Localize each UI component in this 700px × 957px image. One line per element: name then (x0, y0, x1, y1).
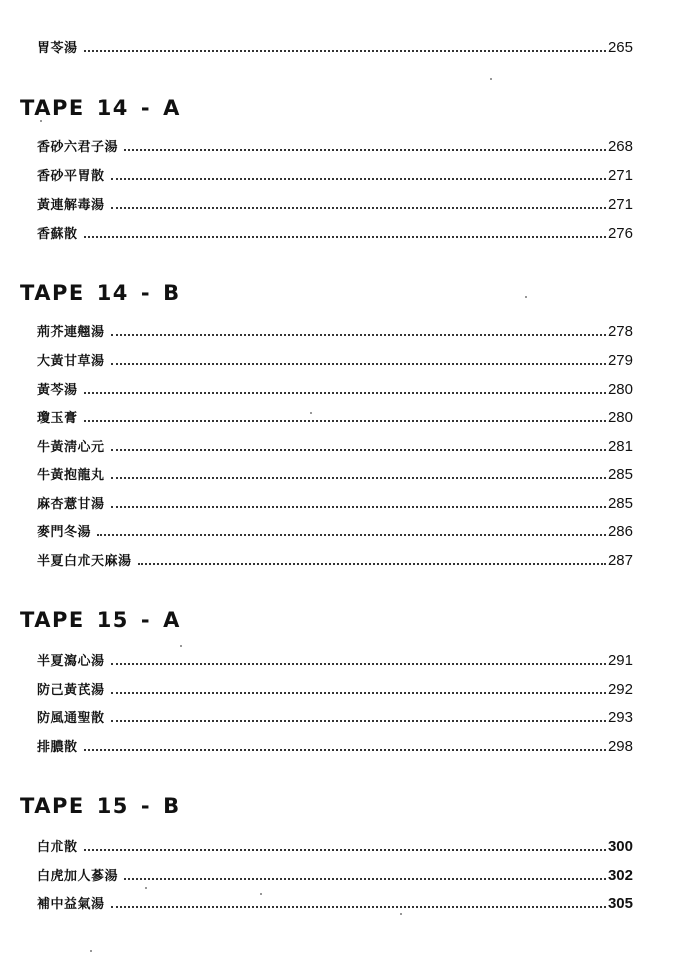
scan-speck (40, 120, 42, 122)
heading-word: TAPE (20, 96, 85, 120)
entry-page: 298 (607, 738, 633, 755)
heading-word: TAPE (20, 281, 85, 305)
dot-leader (111, 663, 606, 665)
scan-speck (260, 893, 262, 895)
toc-entry (37, 376, 633, 398)
entry-title: 大黃甘草湯 (37, 354, 105, 369)
entry-page: 292 (607, 681, 633, 698)
entry-page: 285 (607, 495, 633, 512)
entry-title: 白朮散 (37, 840, 78, 855)
entry-title: 黃連解毒湯 (37, 198, 105, 213)
heading-word: TAPE (20, 794, 85, 818)
scan-speck (90, 950, 92, 952)
entry-title: 半夏瀉心湯 (37, 654, 105, 669)
dot-leader (111, 207, 606, 209)
entry-title: 香蘇散 (37, 227, 78, 242)
toc-entry (37, 191, 633, 213)
entry-title: 黃芩湯 (37, 383, 78, 398)
scan-speck (145, 887, 147, 889)
scan-speck (400, 913, 402, 915)
entry-title: 白虎加人蔘湯 (37, 869, 119, 884)
toc-entry (37, 404, 633, 426)
dot-leader (111, 477, 606, 479)
entry-page: 276 (607, 225, 633, 242)
toc-entry (37, 704, 633, 726)
entry-title: 香砂六君子湯 (37, 140, 119, 155)
toc-entry (37, 518, 633, 540)
entry-page: 305 (607, 895, 633, 912)
toc-entry (37, 133, 633, 155)
heading-dash: - (140, 281, 152, 305)
dot-leader (111, 906, 606, 908)
entry-title: 香砂平胃散 (37, 169, 105, 184)
entry-page: 268 (607, 138, 633, 155)
toc-entry (37, 890, 633, 912)
entry-page: 271 (607, 196, 633, 213)
entry-page: 271 (607, 167, 633, 184)
heading-side: A (163, 608, 181, 632)
entry-page: 265 (607, 39, 633, 56)
entry-title: 排膿散 (37, 740, 78, 755)
entry-title: 麥門冬湯 (37, 525, 92, 540)
dot-leader (84, 420, 606, 422)
dot-leader (84, 236, 606, 238)
entry-page: 280 (607, 381, 633, 398)
dot-leader (124, 878, 606, 880)
dot-leader (124, 149, 606, 151)
dot-leader (111, 449, 606, 451)
entry-title: 荊芥連翹湯 (37, 325, 105, 340)
dot-leader (84, 749, 606, 751)
toc-entry (37, 318, 633, 340)
entry-title: 防己黃芪湯 (37, 683, 105, 698)
entry-page: 286 (607, 523, 633, 540)
dot-leader (111, 692, 606, 694)
toc-entry (37, 34, 633, 56)
heading-dash: - (140, 794, 152, 818)
entry-page: 293 (607, 709, 633, 726)
entry-title: 防風通聖散 (37, 711, 105, 726)
heading-dash: - (140, 608, 152, 632)
heading-number: 14 (96, 281, 129, 305)
scan-speck (310, 412, 312, 414)
toc-entry (37, 162, 633, 184)
toc-entry (37, 433, 633, 455)
toc-entry (37, 833, 633, 855)
scan-speck (525, 296, 527, 298)
dot-leader (111, 334, 606, 336)
dot-leader (111, 178, 606, 180)
dot-leader (84, 392, 606, 394)
toc-entry (37, 676, 633, 698)
toc-entry (37, 647, 633, 669)
heading-number: 14 (96, 96, 129, 120)
section-heading (20, 794, 193, 818)
toc-entry (37, 490, 633, 512)
dot-leader (138, 563, 606, 565)
heading-side: A (163, 96, 181, 120)
toc-entry (37, 862, 633, 884)
entry-title: 瓊玉膏 (37, 411, 78, 426)
entry-page: 278 (607, 323, 633, 340)
entry-page: 280 (607, 409, 633, 426)
dot-leader (84, 50, 606, 52)
toc-entry (37, 547, 633, 569)
entry-title: 補中益氣湯 (37, 897, 105, 912)
toc-entry (37, 220, 633, 242)
entry-title: 胃苓湯 (37, 41, 78, 56)
entry-page: 302 (607, 867, 633, 884)
heading-side: B (163, 794, 181, 818)
heading-side: B (163, 281, 181, 305)
section-heading (20, 96, 193, 120)
dot-leader (111, 363, 606, 365)
entry-page: 287 (607, 552, 633, 569)
entry-title: 牛黃抱龍丸 (37, 468, 105, 483)
entry-title: 牛黃淸心元 (37, 440, 105, 455)
entry-page: 281 (607, 438, 633, 455)
section-heading (20, 608, 193, 632)
toc-entry (37, 733, 633, 755)
scan-speck (490, 78, 492, 80)
toc-entry (37, 347, 633, 369)
section-heading (20, 281, 193, 305)
heading-dash: - (140, 96, 152, 120)
heading-number: 15 (96, 608, 129, 632)
entry-title: 麻杏薏甘湯 (37, 497, 105, 512)
entry-title: 半夏白朮天麻湯 (37, 554, 132, 569)
heading-number: 15 (96, 794, 129, 818)
entry-page: 300 (607, 838, 633, 855)
heading-word: TAPE (20, 608, 85, 632)
dot-leader (84, 849, 606, 851)
toc-entry (37, 461, 633, 483)
dot-leader (97, 534, 606, 536)
entry-page: 291 (607, 652, 633, 669)
dot-leader (111, 720, 606, 722)
dot-leader (111, 506, 606, 508)
entry-page: 285 (607, 466, 633, 483)
entry-page: 279 (607, 352, 633, 369)
scan-speck (180, 645, 182, 647)
